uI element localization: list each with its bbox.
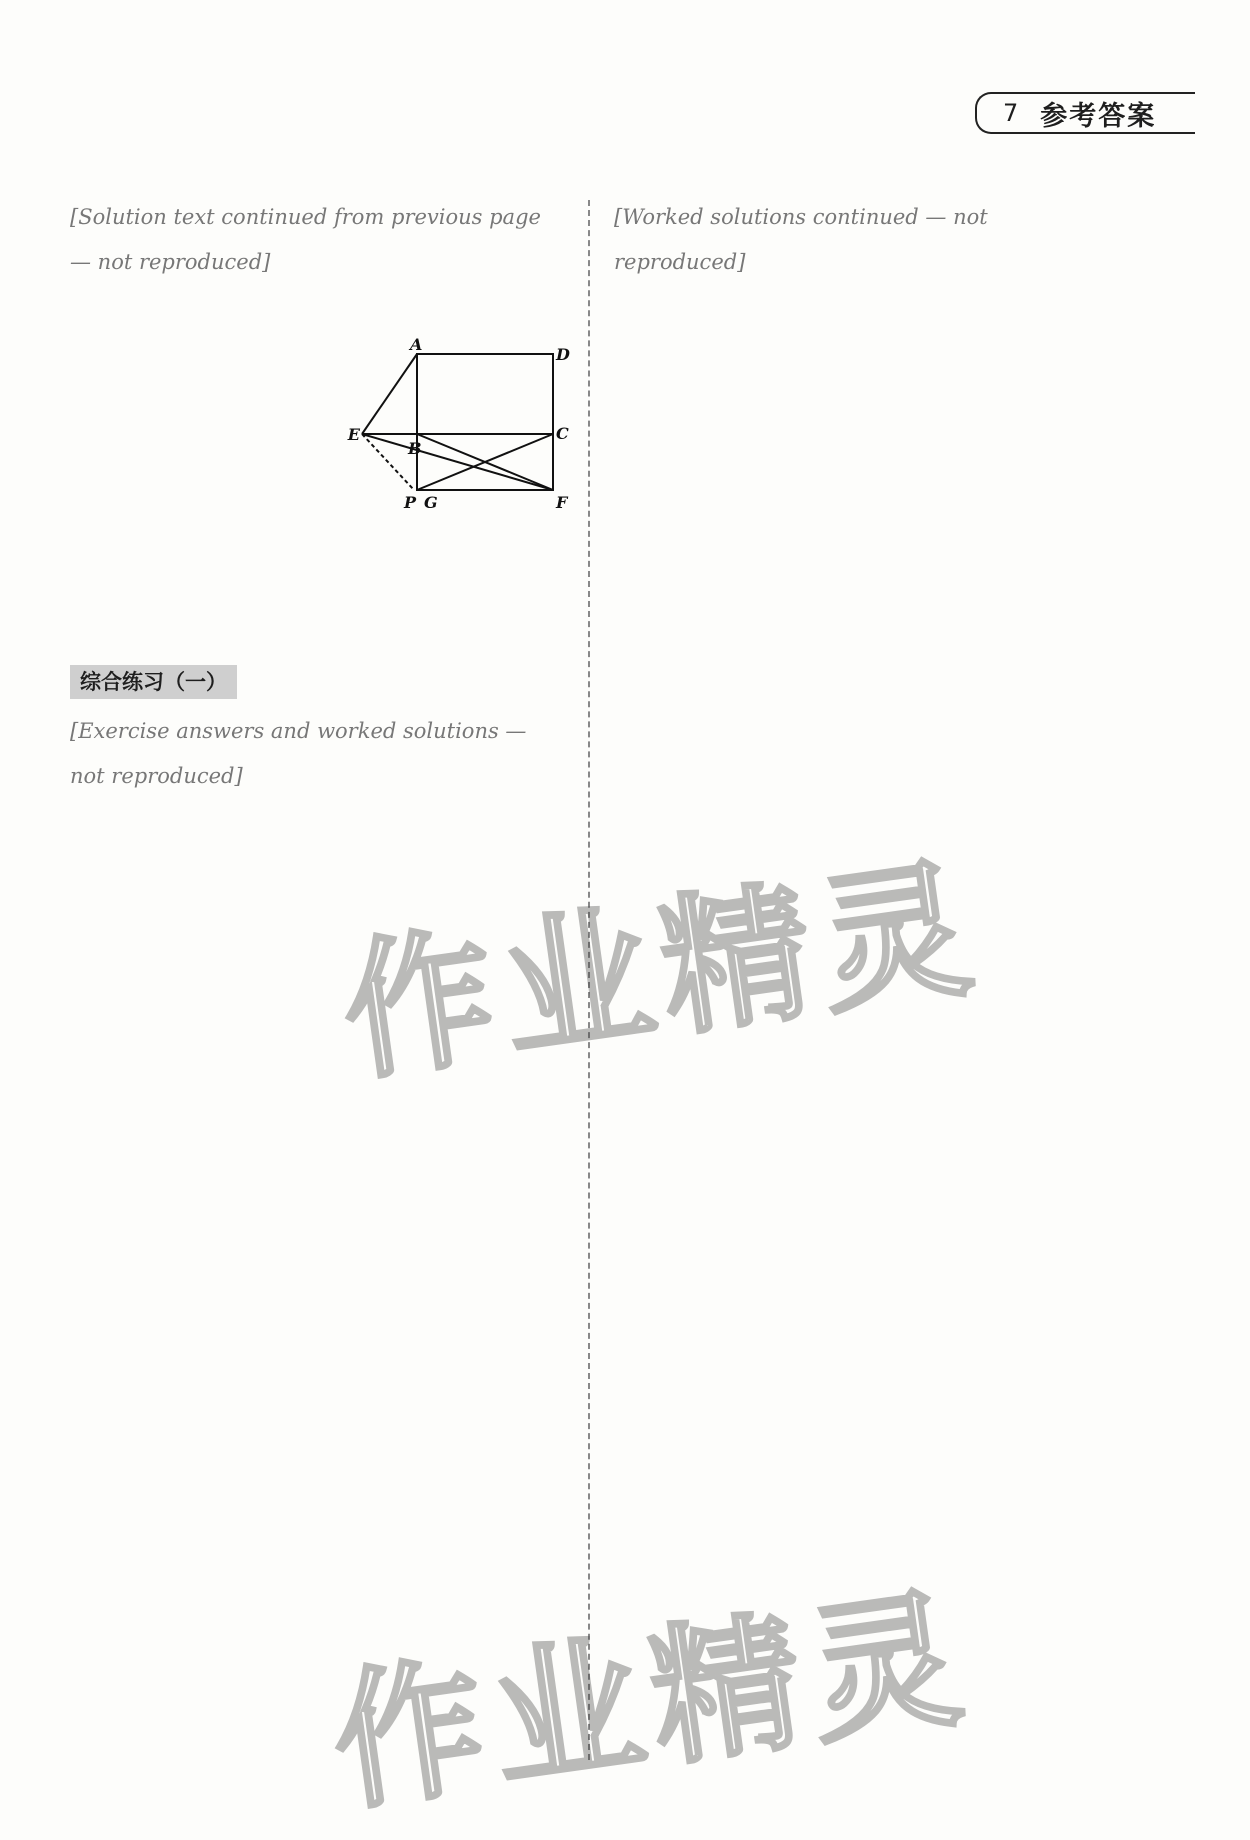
- right-column: [614, 195, 1099, 291]
- page-header: [975, 92, 1195, 134]
- left-body-placeholder: [Exercise answers and worked solutions — not reproduced]: [70, 719, 527, 788]
- page-title: 参考答案: [1040, 100, 1157, 132]
- geometry-figure: [347, 335, 570, 530]
- label-a: A: [410, 335, 423, 354]
- page-number: 7: [1003, 99, 1019, 127]
- column-divider: [588, 200, 590, 1760]
- segment-ae: [362, 354, 417, 434]
- watermark-2: 作业精灵: [322, 1571, 981, 1833]
- label-f: F: [556, 493, 568, 512]
- segment-ef: [362, 434, 553, 490]
- watermark-1: 作业精灵: [332, 841, 991, 1103]
- label-e: E: [347, 425, 360, 444]
- label-p: P: [404, 493, 417, 512]
- right-body-placeholder: [Worked solutions continued — not reproduced]: [614, 205, 988, 274]
- label-d: D: [556, 345, 570, 364]
- label-g: G: [424, 493, 438, 512]
- label-c: C: [556, 424, 569, 443]
- section-heading: 综合练习（一）: [70, 665, 237, 699]
- label-b: B: [408, 439, 422, 458]
- left-intro-placeholder: [Solution text continued from previous page — not reproduced]: [70, 205, 541, 274]
